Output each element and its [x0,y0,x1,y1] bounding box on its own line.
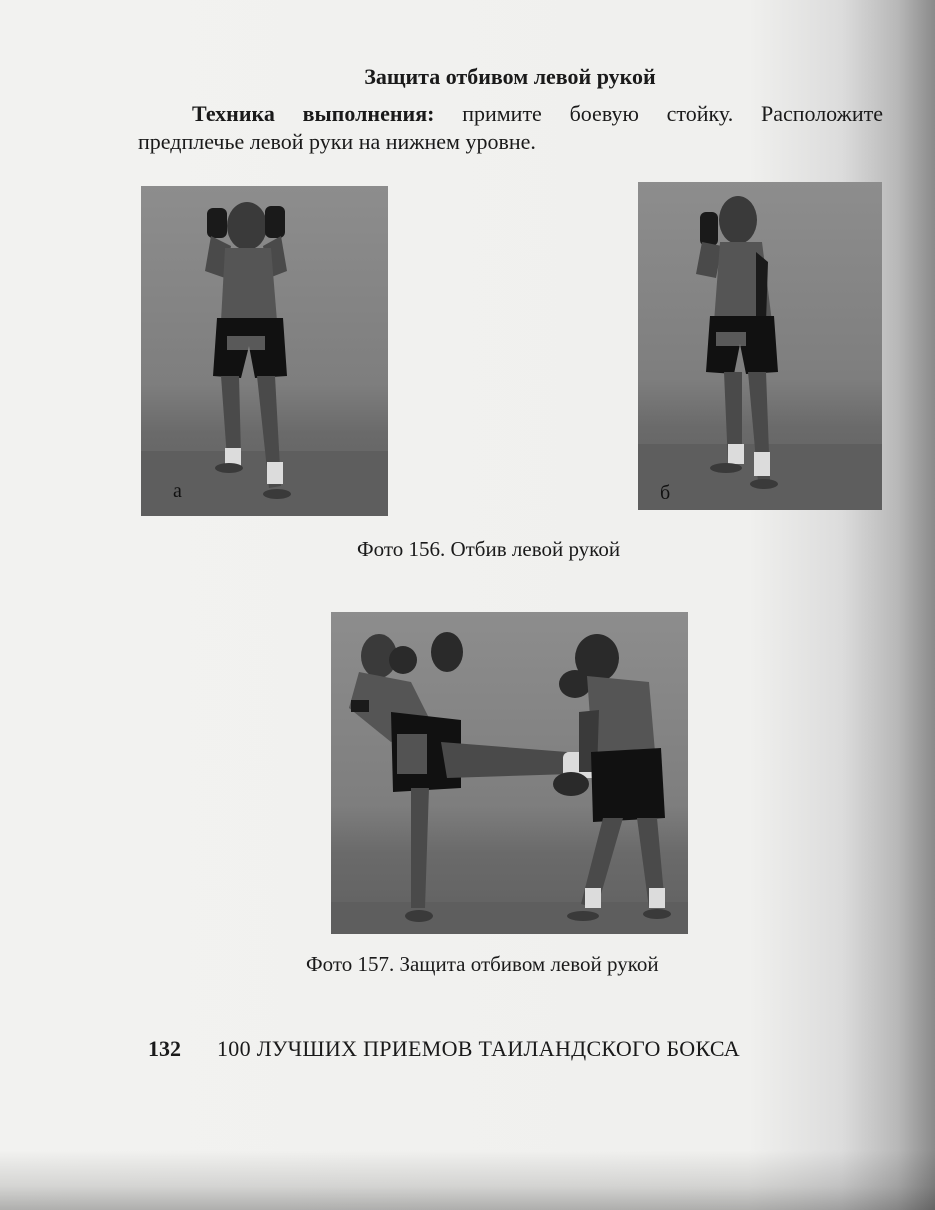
technique-paragraph [138,100,883,156]
technique-label: Техника выполнения: [192,101,435,126]
photo-156b [638,182,882,510]
page-number: 132 [148,1036,181,1061]
running-footer-title: 100 ЛУЧШИХ ПРИЕМОВ ТАИЛАНДСКОГО БОКСА [217,1036,740,1061]
photo-156a [141,186,388,516]
photo-156a-figure [141,186,388,516]
photo-156b-letter: б [660,482,671,504]
photo-156b-figure [638,182,882,510]
section-heading: Защита отбивом левой рукой [364,64,656,89]
technique-text: примите боевую стойку. Расположите предплечье левой руки на нижнем уровне. [138,101,883,154]
scan-shadow [0,1150,935,1210]
photo-157 [331,612,688,934]
photo-157-caption: Фото 157. Защита отбивом левой рукой [306,952,659,976]
photo-157-figures [331,612,688,934]
photo-156-caption: Фото 156. Отбив левой рукой [357,537,621,561]
photo-156a-letter: а [173,480,182,502]
